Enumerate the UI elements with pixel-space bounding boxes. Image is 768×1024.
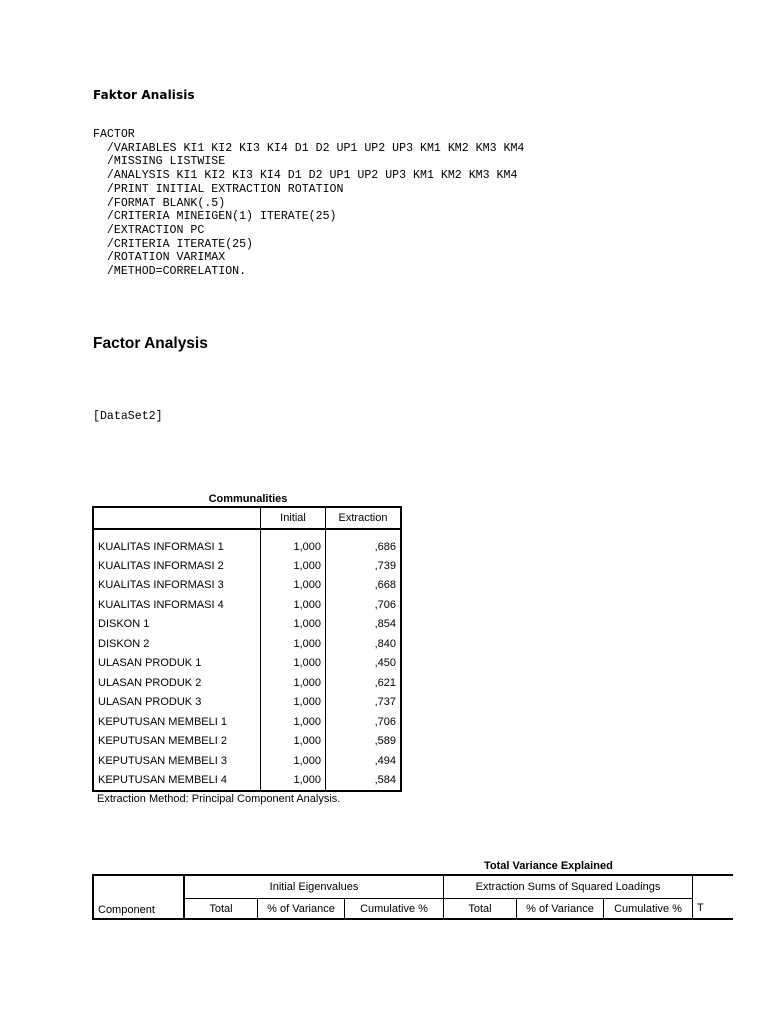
syntax-line: /CRITERIA MINEIGEN(1) ITERATE(25) [93, 210, 337, 224]
table-row [93, 693, 401, 713]
table-row [93, 751, 401, 771]
communalities-table [92, 506, 402, 792]
initial-value: 1,000 [261, 576, 326, 596]
extraction-value: ,450 [374, 657, 396, 670]
extraction-value: ,589 [374, 735, 396, 748]
header-cell: Extraction [326, 507, 402, 529]
extraction-sums-header: Extraction Sums of Squared Loadings [444, 875, 693, 899]
syntax-line: /ROTATION VARIMAX [93, 251, 226, 265]
section-title: Factor Analysis [93, 335, 208, 352]
subheader-cell: T [693, 899, 734, 920]
initial-value: 1,000 [261, 771, 326, 792]
variable-label: KEPUTUSAN MEMBELI 4 [93, 771, 261, 792]
syntax-line: /PRINT INITIAL EXTRACTION ROTATION [93, 182, 344, 196]
subheader-cell: Total [184, 899, 258, 920]
header-cell: Initial [261, 507, 326, 529]
table-row [93, 634, 401, 654]
variable-label: KUALITAS INFORMASI 1 [93, 529, 261, 556]
extraction-value: ,840 [374, 637, 396, 650]
extraction-value: ,584 [374, 774, 396, 787]
syntax-line: /EXTRACTION PC [93, 223, 205, 237]
communalities-footnote: Extraction Method: Principal Component Analysis. [97, 793, 341, 805]
variable-label: DISKON 2 [93, 634, 261, 654]
extraction-value: ,737 [374, 696, 396, 709]
extraction-value: ,494 [374, 754, 396, 767]
subheader-cell: Cumulative % [345, 899, 444, 920]
extraction-value: ,706 [374, 715, 396, 728]
variable-label: KEPUTUSAN MEMBELI 1 [93, 712, 261, 732]
header-cell [93, 507, 261, 529]
syntax-block [93, 128, 524, 279]
initial-value: 1,000 [261, 712, 326, 732]
initial-eigenvalues-header: Initial Eigenvalues [184, 875, 444, 899]
extraction-value: ,621 [374, 676, 396, 689]
table-row [93, 576, 401, 596]
initial-value: 1,000 [261, 751, 326, 771]
subheader-cell: Cumulative % [604, 899, 693, 920]
table-row [93, 732, 401, 752]
variable-label: ULASAN PRODUK 1 [93, 654, 261, 674]
subheader-cell: Total [444, 899, 517, 920]
extraction-value: ,706 [374, 598, 396, 611]
variable-label: KUALITAS INFORMASI 3 [93, 576, 261, 596]
component-header: Component [93, 875, 184, 919]
initial-value: 1,000 [261, 556, 326, 576]
table-row [93, 654, 401, 674]
table-header-row [93, 875, 733, 899]
variable-label: ULASAN PRODUK 2 [93, 673, 261, 693]
extraction-value: ,668 [374, 579, 396, 592]
syntax-line: /FORMAT BLANK(.5) [93, 196, 226, 210]
table-row [93, 529, 401, 556]
initial-value: 1,000 [261, 654, 326, 674]
initial-value: 1,000 [261, 732, 326, 752]
table-row [93, 712, 401, 732]
table-row [93, 595, 401, 615]
syntax-line: /MISSING LISTWISE [93, 155, 226, 169]
subheader-cell: % of Variance [517, 899, 604, 920]
syntax-line: /ANALYSIS KI1 KI2 KI3 KI4 D1 D2 UP1 UP2 UP3 KM1 KM2 KM3 KM4 [93, 169, 518, 183]
document-heading: Faktor Analisis [93, 88, 195, 102]
syntax-line: /VARIABLES KI1 KI2 KI3 KI4 D1 D2 UP1 UP2 UP3 KM1 KM2 KM3 KM4 [93, 141, 525, 155]
extraction-value: ,854 [374, 618, 396, 631]
syntax-line: /CRITERIA ITERATE(25) [93, 237, 254, 251]
extraction-value: ,686 [374, 540, 396, 553]
initial-value: 1,000 [261, 634, 326, 654]
variable-label: ULASAN PRODUK 3 [93, 693, 261, 713]
variable-label: DISKON 1 [93, 615, 261, 635]
initial-value: 1,000 [261, 529, 326, 556]
initial-value: 1,000 [261, 595, 326, 615]
table-row [93, 771, 401, 792]
communalities-title: Communalities [208, 493, 288, 505]
table-row [93, 673, 401, 693]
table-subheader-row [93, 899, 733, 920]
total-variance-table [92, 874, 733, 920]
table-row [93, 615, 401, 635]
variable-label: KUALITAS INFORMASI 4 [93, 595, 261, 615]
table-header-row [93, 507, 401, 529]
variable-label: KUALITAS INFORMASI 2 [93, 556, 261, 576]
variable-label: KEPUTUSAN MEMBELI 3 [93, 751, 261, 771]
initial-value: 1,000 [261, 693, 326, 713]
syntax-line: /METHOD=CORRELATION. [93, 265, 247, 279]
variable-label: KEPUTUSAN MEMBELI 2 [93, 732, 261, 752]
initial-value: 1,000 [261, 673, 326, 693]
initial-value: 1,000 [261, 615, 326, 635]
syntax-line: FACTOR [93, 128, 135, 141]
table-row [93, 556, 401, 576]
subheader-cell: % of Variance [258, 899, 345, 920]
extraction-value: ,739 [374, 559, 396, 572]
dataset-label: [DataSet2] [93, 410, 163, 423]
total-variance-title: Total Variance Explained [484, 860, 613, 872]
